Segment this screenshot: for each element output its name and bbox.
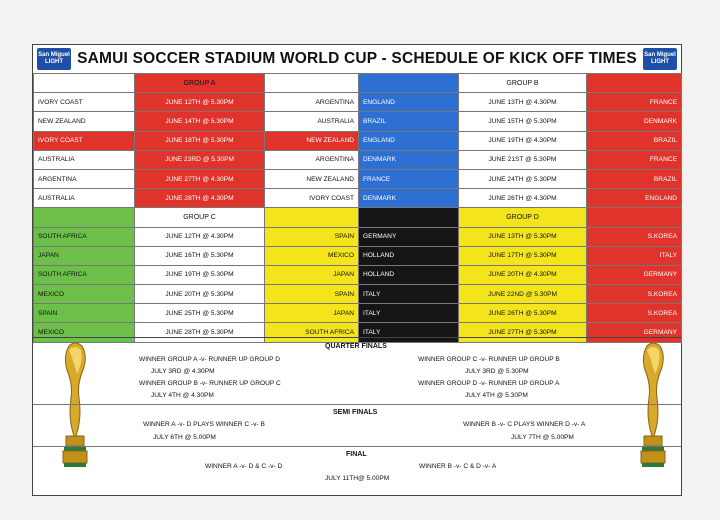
qf-time: JULY 4TH @ 4.30PM	[151, 392, 214, 399]
home-team: SOUTH AFRICA	[34, 265, 135, 284]
home-team: ENGLAND	[359, 93, 459, 112]
kickoff-time: JUNE 12TH @ 4.30PM	[135, 227, 265, 246]
group-stage-table	[33, 73, 682, 343]
away-team: SPAIN	[265, 285, 359, 304]
fixture-row	[34, 304, 682, 323]
fixture-row	[34, 285, 682, 304]
kickoff-time: JUNE 28TH @ 4.30PM	[135, 189, 265, 208]
home-team: BRAZIL	[359, 112, 459, 131]
home-team: NEW ZEALAND	[34, 112, 135, 131]
quarter-finals-heading: QUARTER FINALS	[325, 343, 387, 350]
home-team: SPAIN	[34, 304, 135, 323]
kickoff-time: JUNE 14TH @ 5.30PM	[135, 112, 265, 131]
logo-brand: San Miguel	[38, 52, 70, 58]
home-team: ITALY	[359, 323, 459, 342]
kickoff-time: JUNE 19TH @ 5.30PM	[135, 265, 265, 284]
away-team: ENGLAND	[587, 189, 682, 208]
away-team: S.KOREA	[587, 285, 682, 304]
fixture-row	[34, 246, 682, 265]
divider	[33, 446, 681, 447]
logo-light: LIGHT	[45, 59, 63, 65]
group-header-row	[34, 74, 682, 93]
kickoff-time: JUNE 23RD @ 5.30PM	[135, 150, 265, 169]
home-team: IVORY COAST	[34, 93, 135, 112]
sf-time: JULY 6TH @ 5.00PM	[153, 434, 216, 441]
home-team: ITALY	[359, 285, 459, 304]
group-header-cell	[34, 208, 135, 227]
page-title: SAMUI SOCCER STADIUM WORLD CUP - SCHEDULE OF KICK OFF TIMES	[77, 50, 637, 67]
final-heading: FINAL	[346, 451, 367, 458]
home-team: ARGENTINA	[34, 169, 135, 188]
group-header-cell	[587, 208, 682, 227]
away-team: NEW ZEALAND	[265, 169, 359, 188]
home-team: ITALY	[359, 304, 459, 323]
away-team: S.KOREA	[587, 227, 682, 246]
group-header-cell	[34, 74, 135, 93]
home-team: HOLLAND	[359, 246, 459, 265]
fixture-row	[34, 112, 682, 131]
group-header-cell	[359, 74, 459, 93]
beer-logo-right	[643, 48, 677, 70]
home-team: MEXICO	[34, 323, 135, 342]
kickoff-time: JUNE 18TH @ 5.30PM	[135, 131, 265, 150]
away-team: BRAZIL	[587, 169, 682, 188]
kickoff-time: JUNE 28TH @ 5.30PM	[135, 323, 265, 342]
kickoff-time: JUNE 13TH @ 5.30PM	[459, 227, 587, 246]
final-time: JULY 11TH@ 5.00PM	[325, 475, 390, 482]
logo-light: LIGHT	[651, 59, 669, 65]
kickoff-time: JUNE 19TH @ 4.30PM	[459, 131, 587, 150]
qf-match: WINNER GROUP A -v- RUNNER UP GROUP D	[139, 356, 281, 363]
knockout-section	[33, 337, 681, 496]
away-team: JAPAN	[265, 265, 359, 284]
sf-match: WINNER B -v- C PLAYS WINNER D -v- A	[463, 421, 586, 428]
home-team: GERMANY	[359, 227, 459, 246]
fixture-row	[34, 265, 682, 284]
away-team: MEXICO	[265, 246, 359, 265]
kickoff-time: JUNE 20TH @ 4.30PM	[459, 265, 587, 284]
sf-match: WINNER A -v- D PLAYS WINNER C -v- B	[143, 421, 265, 428]
home-team: DENMARK	[359, 150, 459, 169]
kickoff-time: JUNE 21ST @ 5.30PM	[459, 150, 587, 169]
home-team: JAPAN	[34, 246, 135, 265]
kickoff-time: JUNE 26TH @ 4.30PM	[459, 189, 587, 208]
kickoff-time: JUNE 25TH @ 5.30PM	[135, 304, 265, 323]
qf-match: WINNER GROUP C -v- RUNNER UP GROUP B	[418, 356, 560, 363]
group-header-row	[34, 208, 682, 227]
group-header-cell	[359, 208, 459, 227]
away-team: JAPAN	[265, 304, 359, 323]
fixture-row	[34, 93, 682, 112]
away-team: NEW ZEALAND	[265, 131, 359, 150]
kickoff-time: JUNE 27TH @ 5.30PM	[459, 323, 587, 342]
home-team: HOLLAND	[359, 265, 459, 284]
kickoff-time: JUNE 13TH @ 4.30PM	[459, 93, 587, 112]
group-header-cell	[265, 74, 359, 93]
semi-finals-heading: SEMI FINALS	[333, 409, 378, 416]
qf-time: JULY 4TH @ 5.30PM	[465, 392, 528, 399]
home-team: AUSTRALIA	[34, 189, 135, 208]
divider	[33, 404, 681, 405]
kickoff-time: JUNE 12TH @ 5.30PM	[135, 93, 265, 112]
qf-match: WINNER GROUP B -v- RUNNER UP GROUP C	[139, 380, 281, 387]
kickoff-time: JUNE 20TH @ 5.30PM	[135, 285, 265, 304]
kickoff-time: JUNE 27TH @ 4.30PM	[135, 169, 265, 188]
group-label: GROUP A	[135, 74, 265, 93]
away-team: ARGENTINA	[265, 150, 359, 169]
qf-time: JULY 3RD @ 4.30PM	[151, 368, 215, 375]
home-team: ENGLAND	[359, 131, 459, 150]
away-team: S.KOREA	[587, 304, 682, 323]
away-team: SPAIN	[265, 227, 359, 246]
home-team: FRANCE	[359, 169, 459, 188]
qf-time: JULY 3RD @ 5.30PM	[465, 368, 529, 375]
group-header-cell	[587, 74, 682, 93]
home-team: DENMARK	[359, 189, 459, 208]
away-team: GERMANY	[587, 265, 682, 284]
group-header-cell	[265, 208, 359, 227]
final-match-left: WINNER A -v- D & C -v- D	[205, 463, 283, 470]
kickoff-time: JUNE 17TH @ 5.30PM	[459, 246, 587, 265]
group-label: GROUP D	[459, 208, 587, 227]
world-cup-trophy-icon-right	[633, 340, 673, 490]
group-label: GROUP C	[135, 208, 265, 227]
away-team: DENMARK	[587, 112, 682, 131]
beer-logo-left	[37, 48, 71, 70]
away-team: IVORY COAST	[265, 189, 359, 208]
away-team: FRANCE	[587, 93, 682, 112]
schedule-sheet	[32, 44, 682, 496]
home-team: MEXICO	[34, 285, 135, 304]
kickoff-time: JUNE 22ND @ 5.30PM	[459, 285, 587, 304]
away-team: AUSTRALIA	[265, 112, 359, 131]
fixture-row	[34, 150, 682, 169]
fixture-row	[34, 227, 682, 246]
away-team: BRAZIL	[587, 131, 682, 150]
away-team: ARGENTINA	[265, 93, 359, 112]
fixture-row	[34, 189, 682, 208]
kickoff-time: JUNE 24TH @ 5.30PM	[459, 169, 587, 188]
title-bar	[33, 45, 681, 74]
final-match-right: WINNER B -v- C & D -v- A	[419, 463, 497, 470]
away-team: FRANCE	[587, 150, 682, 169]
group-label: GROUP B	[459, 74, 587, 93]
world-cup-trophy-icon-left	[55, 340, 95, 490]
kickoff-time: JUNE 26TH @ 5.30PM	[459, 304, 587, 323]
kickoff-time: JUNE 16TH @ 5.30PM	[135, 246, 265, 265]
away-team: SOUTH AFRICA	[265, 323, 359, 342]
fixture-row	[34, 169, 682, 188]
sf-time: JULY 7TH @ 5.00PM	[511, 434, 574, 441]
away-team: ITALY	[587, 246, 682, 265]
home-team: AUSTRALIA	[34, 150, 135, 169]
qf-match: WINNER GROUP D -v- RUNNER UP GROUP A	[418, 380, 560, 387]
kickoff-time: JUNE 15TH @ 5.30PM	[459, 112, 587, 131]
home-team: SOUTH AFRICA	[34, 227, 135, 246]
logo-brand: San Miguel	[644, 52, 676, 58]
home-team: IVORY COAST	[34, 131, 135, 150]
fixture-row	[34, 131, 682, 150]
away-team: GERMANY	[587, 323, 682, 342]
